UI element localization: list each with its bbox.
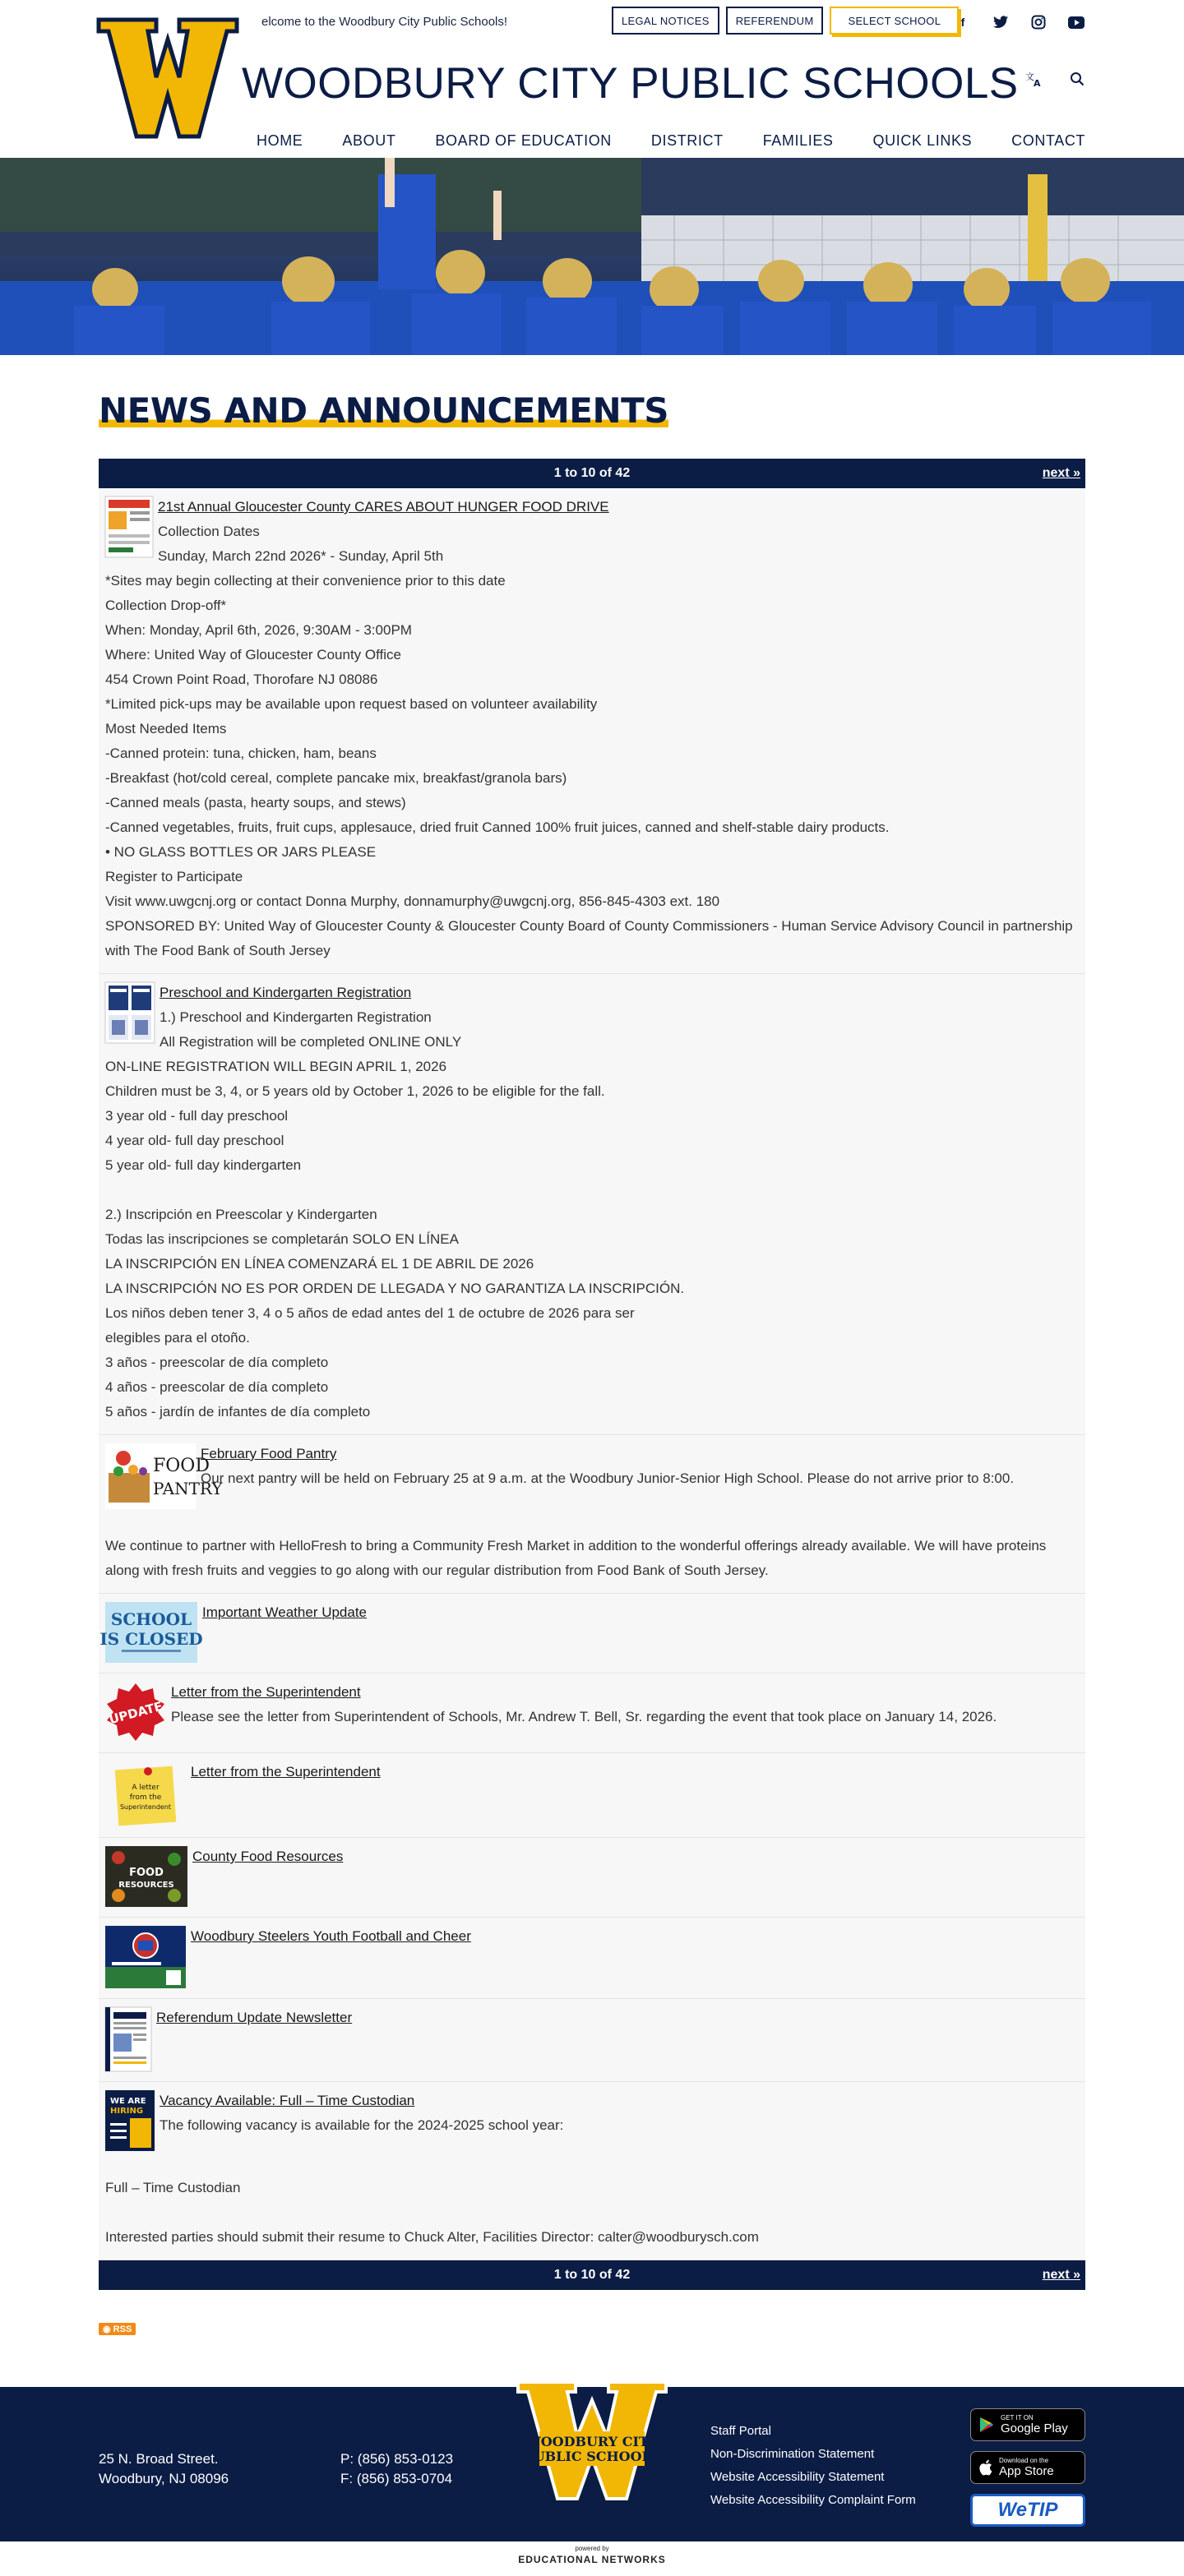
- nav-board-of-education[interactable]: BOARD OF EDUCATION: [435, 132, 612, 149]
- nav-contact[interactable]: CONTACT: [1011, 132, 1086, 149]
- news-item: [99, 1918, 1085, 1999]
- app-store-name: App Store: [999, 2464, 1054, 2478]
- news-item-text: 3 años - preescolar de día completo: [105, 1355, 329, 1370]
- school-closed-word-2: IS CLOSED: [99, 1629, 203, 1649]
- section-title: NEWS AND ANNOUNCEMENTS: [99, 390, 668, 431]
- news-item-text: [105, 1178, 1079, 1203]
- translate-icon[interactable]: [1024, 69, 1044, 89]
- school-closed-word-1: SCHOOL: [110, 1609, 192, 1629]
- news-item-text: -Canned vegetables, fruits, fruit cups, applesauce, dried fruit Canned 100% fruit juices, canned and shelf-stable dairy products.: [105, 819, 890, 835]
- news-item-title[interactable]: Letter from the Superintendent: [191, 1764, 381, 1780]
- news-item-text: -Canned meals (pasta, hearty soups, and stews): [105, 795, 406, 810]
- footer-links: [710, 2420, 916, 2512]
- utility-icons: [1024, 69, 1087, 89]
- referendum-button[interactable]: REFERENDUM: [726, 7, 824, 35]
- hiring-thumbnail[interactable]: [105, 2090, 155, 2151]
- non-discrimination-link[interactable]: Non-Discrimination Statement: [710, 2447, 875, 2461]
- nav-families[interactable]: FAMILIES: [762, 132, 834, 149]
- instagram-icon[interactable]: [1028, 12, 1049, 33]
- letter-note-line-1: A letter: [132, 1784, 160, 1792]
- news-item: [99, 1673, 1085, 1753]
- footer-logo[interactable]: [510, 2375, 674, 2520]
- news-item-text: Interested parties should submit their resume to Chuck Alter, Facilities Director: calter@woodburysch.com: [105, 2229, 759, 2245]
- footer-logo-line-1: WOODBURY CITY: [525, 2434, 659, 2449]
- news-item-title[interactable]: February Food Pantry: [201, 1446, 337, 1461]
- news-item-text: 4 años - preescolar de día completo: [105, 1379, 329, 1395]
- powered-by-name: EDUCATIONAL NETWORKS: [518, 2554, 666, 2565]
- news-item: [99, 1838, 1085, 1918]
- news-item-text: -Canned protein: tuna, chicken, ham, beans: [105, 746, 377, 761]
- news-item-text: LA INSCRIPCIÓN EN LÍNEA COMENZARÁ EL 1 DE ABRIL DE 2026: [105, 1256, 534, 1272]
- pager-bottom: [99, 2260, 1085, 2290]
- news-item-text: Todas las inscripciones se completarán SOLO EN LÍNEA: [105, 1231, 459, 1247]
- pager-top: [99, 459, 1085, 488]
- site-header: [0, 0, 1184, 158]
- news-item-text: -Breakfast (hot/cold cereal, complete pancake mix, breakfast/granola bars): [105, 770, 567, 786]
- rss-icon: ◉: [103, 2324, 111, 2334]
- update-badge-thumbnail[interactable]: [105, 1682, 166, 1743]
- google-play-icon: [979, 2417, 994, 2433]
- facebook-icon[interactable]: f: [960, 16, 965, 29]
- news-item: [99, 488, 1085, 974]
- legal-notices-button[interactable]: LEGAL NOTICES: [612, 7, 719, 35]
- hero-illustration: [0, 158, 1184, 355]
- rss-label: RSS: [113, 2324, 132, 2334]
- pager-label: 1 to 10 of 42: [553, 2268, 631, 2282]
- powered-by[interactable]: [0, 2545, 1184, 2567]
- svg-text:A: A: [1034, 78, 1041, 89]
- news-item-text: Collection Drop-off*: [105, 598, 227, 613]
- food-drive-flyer-thumbnail[interactable]: [105, 496, 153, 557]
- news-item-text: Sunday, March 22nd 2026* - Sunday, April 5th: [158, 548, 444, 564]
- news-item-text: Visit www.uwgcnj.org or contact Donna Murphy, donnamurphy@uwgcnj.org, 856-845-4303 ext. 180: [105, 893, 720, 909]
- news-item-text: The following vacancy is available for the 2024-2025 school year:: [160, 2117, 564, 2133]
- news-item-title[interactable]: 21st Annual Gloucester County CARES ABOUT HUNGER FOOD DRIVE: [158, 499, 609, 515]
- news-item-text: 3 year old - full day preschool: [105, 1108, 289, 1124]
- food-pantry-thumbnail[interactable]: [105, 1443, 223, 1509]
- news-item-text: 2.) Inscripción en Preescolar y Kindergarten: [105, 1207, 377, 1222]
- app-store-small: Download on the: [999, 2457, 1049, 2464]
- registration-flyer-thumbnail[interactable]: [105, 982, 155, 1043]
- news-item-text: Los niños deben tener 3, 4 o 5 años de edad antes del 1 de octubre de 2026 para ser: [105, 1305, 635, 1321]
- rss-button[interactable]: [99, 2323, 136, 2335]
- search-icon[interactable]: [1067, 69, 1087, 89]
- accessibility-complaint-link[interactable]: Website Accessibility Complaint Form: [710, 2493, 916, 2507]
- news-item-text: [105, 2200, 1079, 2225]
- news-item-title[interactable]: County Food Resources: [192, 1849, 344, 1864]
- hiring-word-1: WE ARE: [110, 2097, 146, 2106]
- news-item-text: Where: United Way of Gloucester County Office: [105, 647, 401, 662]
- news-item-text: Children must be 3, 4, or 5 years old by October 1, 2026 to be eligible for the fall.: [105, 1083, 605, 1099]
- district-logo[interactable]: [99, 20, 237, 136]
- footer-phone: [340, 2449, 453, 2489]
- news-item: [99, 974, 1085, 1435]
- news-item-title[interactable]: Letter from the Superintendent: [171, 1684, 361, 1700]
- footer-fax-line: F: (856) 853-0704: [340, 2471, 453, 2486]
- news-item-text: We continue to partner with HelloFresh to bring a Community Fresh Market in addition to the wonderful offerings already available. We will have proteins along with fresh fruits and veggies to go along with our regular distribution from Food Bank of South Jersey.: [105, 1538, 1047, 1578]
- hiring-word-2: HIRING: [110, 2107, 144, 2116]
- site-footer: [0, 2387, 1184, 2541]
- site-title[interactable]: WOODBURY CITY PUBLIC SCHOOLS: [242, 59, 1019, 108]
- referendum-newsletter-thumbnail[interactable]: [105, 2007, 151, 2071]
- food-resources-thumbnail[interactable]: [105, 1846, 187, 1907]
- nav-home[interactable]: HOME: [257, 132, 303, 149]
- food-pantry-word-2: PANTRY: [153, 1479, 223, 1498]
- hero-banner-image: [0, 158, 1184, 355]
- pager-label: 1 to 10 of 42: [553, 466, 631, 480]
- news-item: [99, 1753, 1085, 1838]
- twitter-icon[interactable]: [990, 12, 1011, 33]
- select-school-button[interactable]: SELECT SCHOOL: [830, 7, 959, 35]
- footer-address-line: 25 N. Broad Street.: [99, 2451, 219, 2467]
- news-item-text: • NO GLASS BOTTLES OR JARS PLEASE: [105, 844, 377, 860]
- app-badges: [970, 2408, 1085, 2527]
- letter-note-line-2: from the: [129, 1794, 162, 1802]
- welcome-ticker: elcome to the Woodbury City Public Schools!: [261, 15, 508, 29]
- news-item-text: LA INSCRIPCIÓN NO ES POR ORDEN DE LLEGADA Y NO GARANTIZA LA INSCRIPCIÓN.: [105, 1281, 685, 1296]
- news-item-text: Our next pantry will be held on February 25 at 9 a.m. at the Woodbury Junior-Senior High School. Please do not arrive prior to 8:00.: [201, 1470, 1015, 1486]
- powered-by-small: powered by: [575, 2545, 609, 2552]
- social-links: [952, 12, 1087, 33]
- letter-note-line-3: Superintendent: [119, 1803, 172, 1811]
- news-item-text: *Limited pick-ups may be available upon request based on volunteer availability: [105, 696, 598, 712]
- footer-logo-line-2: PUBLIC SCHOOLS: [523, 2449, 661, 2464]
- google-play-button[interactable]: [970, 2408, 1085, 2441]
- news-item-text: [105, 1509, 1079, 1534]
- update-badge-text: UPDATE: [107, 1698, 164, 1728]
- staff-portal-link[interactable]: Staff Portal: [710, 2424, 771, 2438]
- next-link[interactable]: next »: [1042, 466, 1080, 480]
- food-resources-word-1: FOOD: [129, 1867, 164, 1879]
- news-item-title[interactable]: Vacancy Available: Full – Time Custodian: [160, 2093, 415, 2108]
- news-item-text: All Registration will be completed ONLINE ONLY: [160, 1034, 462, 1050]
- news-item-text: SPONSORED BY: United Way of Gloucester County & Gloucester County Board of County Commissioners - Human Service Advisory Council in partnership with The Food Bank of South Jersey: [105, 918, 1073, 958]
- news-item-text: Register to Participate: [105, 869, 243, 884]
- news-item-text: 5 años - jardín de infantes de día completo: [105, 1404, 371, 1420]
- news-item: [99, 2082, 1085, 2260]
- next-link[interactable]: next »: [1042, 2268, 1080, 2282]
- footer-phone-line[interactable]: P: (856) 853-0123: [340, 2451, 454, 2467]
- google-play-name: Google Play: [1001, 2421, 1068, 2435]
- app-store-button[interactable]: [970, 2451, 1085, 2484]
- footer-address: [99, 2449, 229, 2489]
- google-play-small: GET IT ON: [1001, 2414, 1034, 2421]
- news-item-title[interactable]: Important Weather Update: [202, 1604, 368, 1620]
- letter-note-thumbnail[interactable]: [105, 1761, 186, 1827]
- news-item-text: *Sites may begin collecting at their convenience prior to this date: [105, 573, 506, 589]
- news-item-text: 4 year old- full day preschool: [105, 1133, 284, 1148]
- news-item-text: Please see the letter from Superintendent of Schools, Mr. Andrew T. Bell, Sr. regarding the event that took place on January 14, 2026.: [171, 1709, 997, 1724]
- news-item-text: ON-LINE REGISTRATION WILL BEGIN APRIL 1, 2026: [105, 1059, 447, 1074]
- news-item-title[interactable]: Referendum Update Newsletter: [156, 2010, 353, 2025]
- news-item-text: elegibles para el otoño.: [105, 1330, 250, 1346]
- news-section: [99, 391, 1085, 2336]
- news-item-text: [105, 2151, 1079, 2176]
- news-item-text: 5 year old- full day kindergarten: [105, 1157, 302, 1173]
- news-item-text: Most Needed Items: [105, 721, 227, 736]
- news-item-text: When: Monday, April 6th, 2026, 9:30AM - 3:00PM: [105, 622, 412, 638]
- youth-football-thumbnail[interactable]: [105, 1926, 186, 1988]
- apple-icon: [979, 2459, 992, 2476]
- nav-quick-links[interactable]: QUICK LINKS: [872, 132, 973, 149]
- accessibility-statement-link[interactable]: Website Accessibility Statement: [710, 2470, 885, 2484]
- school-closed-thumbnail[interactable]: [99, 1602, 203, 1663]
- footer-address-line: Woodbury, NJ 08096: [99, 2471, 229, 2486]
- main-nav: [257, 130, 1085, 151]
- news-item-title[interactable]: Woodbury Steelers Youth Football and Cheer: [191, 1928, 471, 1944]
- news-item-title[interactable]: Preschool and Kindergarten Registration: [160, 985, 412, 1000]
- news-item: [99, 1999, 1085, 2082]
- youtube-icon[interactable]: [1066, 12, 1087, 33]
- wetip-button[interactable]: WeTIP: [970, 2494, 1085, 2527]
- nav-about[interactable]: ABOUT: [342, 132, 396, 149]
- news-item: [99, 1435, 1085, 1594]
- news-item-text: 1.) Preschool and Kindergarten Registration: [160, 1009, 432, 1025]
- news-item-text: Collection Dates: [158, 524, 260, 539]
- svg-text:文: 文: [1025, 72, 1034, 82]
- food-pantry-word-1: FOOD: [153, 1456, 210, 1476]
- news-item-text: 454 Crown Point Road, Thorofare NJ 08086: [105, 672, 378, 687]
- food-resources-word-2: RESOURCES: [118, 1881, 174, 1890]
- top-button-group: [612, 7, 959, 35]
- news-item: [99, 1594, 1085, 1673]
- nav-district[interactable]: DISTRICT: [650, 132, 724, 149]
- news-item-text: Full – Time Custodian: [105, 2180, 241, 2195]
